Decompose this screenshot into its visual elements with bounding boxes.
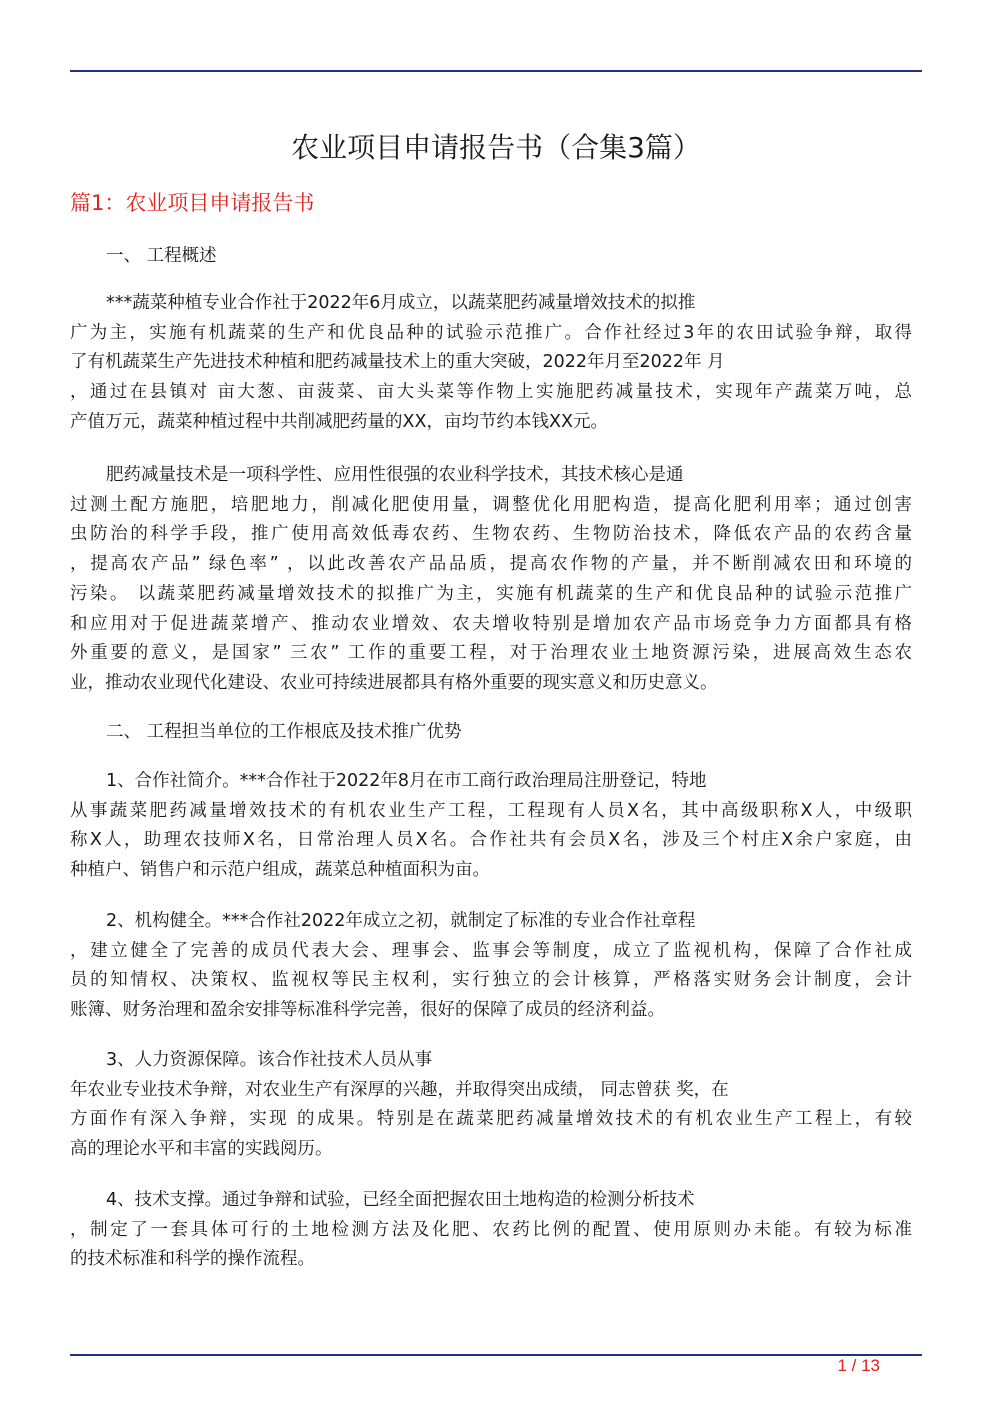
heading-2: 二、 工程担当单位的工作根底及技术推广优势 (106, 722, 462, 742)
paragraph-6: 4、技术支撑。通过争辩和试验，已经全面把握农田土地构造的检测分析技术 ，制定了一套具体可行的土地检测方法及化肥、农药比例的配置、使用原则办未能。有较为标准 的技术标准和科学的操作流程。 (70, 1190, 912, 1270)
heading-1: 一、 工程概述 (106, 246, 217, 266)
page-number: 1 / 13 (837, 1356, 880, 1375)
paragraph-5: 3、人力资源保障。该合作社技术人员从事 年农业专业技术争辩，对农业生产有深厚的兴趣，并取得突出成绩， 同志曾获 奖，在 方面作有深入争辩，实现 的成果。特别是在蔬菜肥药减量增效技术的有机农业生产工程上，有较 高的理论水平和丰富的实践阅历。 (70, 1050, 912, 1160)
paragraph-1: ***蔬菜种植专业合作社于2022年6月成立，以蔬菜肥药减量增效技术的拟推 广为主，实施有机蔬菜的生产和优良品种的试验示范推广。合作社经过3年的农田试验争辩，取得 了有机蔬菜生产先进技术种植和肥药减量技术上的重大突破，2022年月至2022年 月 ，通过在县镇对 亩大葱、亩菠菜、亩大头菜等作物上实施肥药减量技术，实现年产蔬菜万吨，总 产值万元，蔬菜种植过程中共削减肥药量的XX，亩均节约本钱XX元。 (70, 293, 912, 432)
section-heading: 篇1：农业项目申请报告书 (70, 191, 315, 215)
paragraph-2: 肥药减量技术是一项科学性、应用性很强的农业科学技术，其技术核心是通 过测土配方施肥，培肥地力，削减化肥使用量，调整优化用肥构造，提高化肥利用率；通过创害 虫防治的科学手段，推广使用高效低毒农药、生物农药、生物防治技术，降低农产品的农药含量 ，提高农产品” 绿色率” ，以此改善农产品品质，提高农作物的产量，并不断削减农田和环境的 污染。 以蔬菜肥药减量增效技术的拟推广为主，实施有机蔬菜的生产和优良品种的试验示范推广 和应用对于促进蔬菜增产、推动农业增效、农夫增收特别是增加农产品市场竞争力方面都具有格 外重要的意义，是国家” 三农” 工作的重要工程，对于治理农业土地资源污染，进展高效生态农 业，推动农业现代化建设、农业可持续进展都具有格外重要的现实意义和历史意义。 (70, 465, 912, 693)
header-rule (70, 70, 922, 72)
paragraph-4: 2、机构健全。***合作社2022年成立之初，就制定了标准的专业合作社章程 ，建立健全了完善的成员代表大会、理事会、监事会等制度，成立了监视机构，保障了合作社成 员的知情权、决策权、监视权等民主权利，实行独立的会计核算，严格落实财务会计制度，会计 账簿、财务治理和盈余安排等标准科学完善，很好的保障了成员的经济利益。 (70, 911, 912, 1021)
document-title: 农业项目申请报告书（合集3篇） (291, 131, 701, 164)
paragraph-3: 1、合作社简介。***合作社于2022年8月在市工商行政治理局注册登记，特地 从事蔬菜肥药减量增效技术的有机农业生产工程，工程现有人员X名，其中高级职称X人，中级职 称X人，助理农技师X名，日常治理人员X名。合作社共有会员X名，涉及三个村庄X余户家庭，由 种植户、销售户和示范户组成，蔬菜总种植面积为亩。 (70, 771, 912, 881)
